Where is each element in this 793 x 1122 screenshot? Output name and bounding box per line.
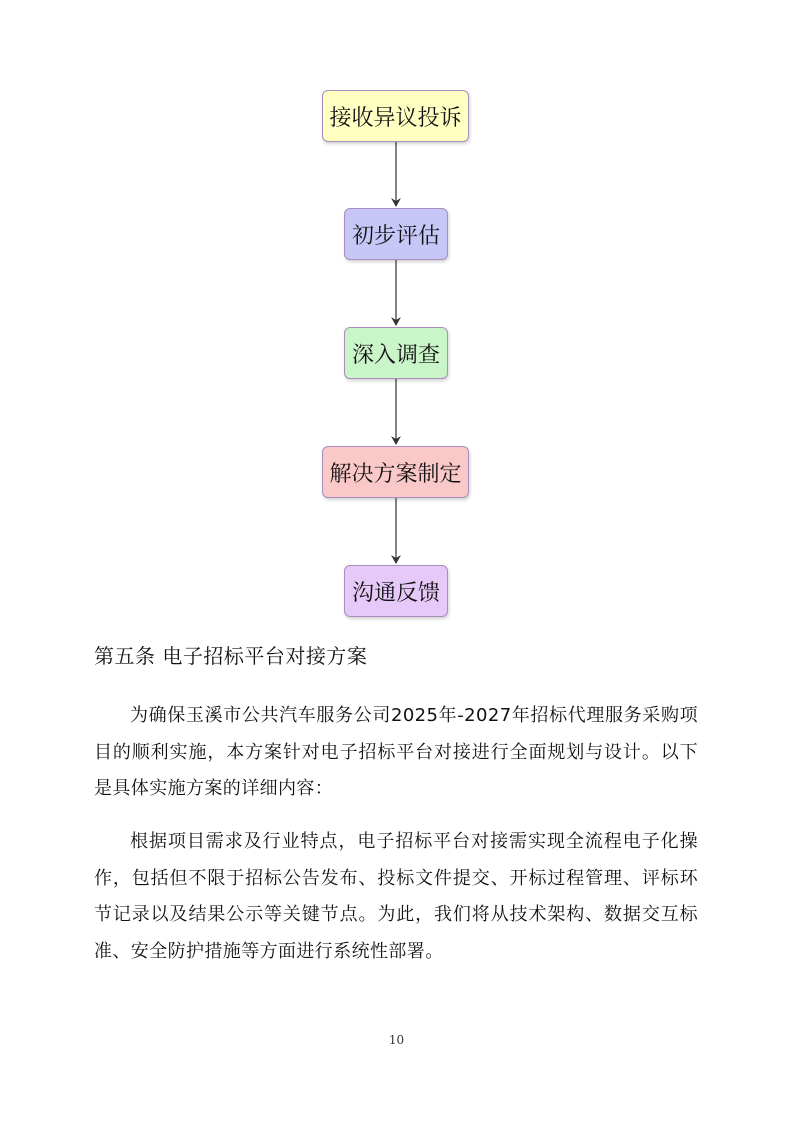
flow-step-initial-assessment: 初步评估 [344,208,448,260]
flow-step-receive-complaint: 接收异议投诉 [322,90,469,142]
flow-step-communication-feedback: 沟通反馈 [344,565,448,617]
body-paragraph-2: 根据项目需求及行业特点，电子招标平台对接需实现全流程电子化操作，包括但不限于招标公告发布、投标文件提交、开标过程管理、评标环节记录以及结果公示等关键节点。为此，我们将从技术架构、数据交互标准、安全防护措施等方面进行系统性部署。 [94,831,698,962]
body-paragraph-1: 为确保玉溪市公共汽车服务公司2025年-2027年招标代理服务采购项目的顺利实施，本方案针对电子招标平台对接进行全面规划与设计。以下是具体实施方案的详细内容： [94,705,698,799]
flow-step-in-depth-investigation: 深入调查 [344,327,448,379]
flow-step-solution-formulation: 解决方案制定 [322,446,469,498]
section-title: 第五条 电子招标平台对接方案 [94,644,368,668]
page-number: 10 [388,1033,405,1047]
